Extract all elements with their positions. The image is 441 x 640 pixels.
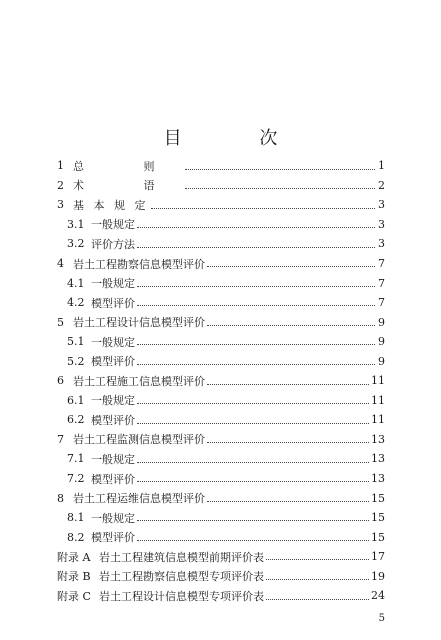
toc-entry-page: 15 (371, 530, 385, 544)
toc-entry-page: 15 (371, 511, 385, 525)
toc-entry-label: 模型评价 (91, 531, 135, 545)
toc-entry-number: 2 (57, 178, 64, 192)
toc-entry-number: 4.2 (67, 296, 85, 310)
toc-leader-dots (137, 343, 375, 345)
toc-entry[interactable] (57, 293, 385, 313)
toc-entry-label: 一般规定 (91, 394, 135, 408)
toc-leader-dots (207, 324, 375, 326)
toc-entry-label: 一般规定 (91, 277, 135, 291)
toc-entry-page: 7 (378, 276, 385, 290)
toc-leader-dots (137, 519, 369, 521)
toc-entry-label: 一般规定 (91, 218, 135, 232)
toc-entry-page: 13 (371, 472, 385, 486)
toc-entry-label: 模型评价 (91, 413, 135, 427)
toc-entry-label: 总 则 (73, 159, 183, 173)
toc-entry-number: 8 (57, 491, 64, 505)
toc-entry[interactable] (57, 410, 385, 430)
toc-entry[interactable] (57, 234, 385, 254)
toc-entry-number: 3.2 (67, 237, 85, 251)
toc-entry-label: 模型评价 (91, 296, 135, 310)
toc-entry-label: 岩土工程勘察信息模型专项评价表 (99, 570, 264, 584)
toc-entry-page: 11 (371, 393, 385, 407)
toc-entry[interactable] (57, 469, 385, 489)
toc-entry-number: 4 (57, 257, 64, 270)
toc-entry-number: 8.2 (67, 530, 85, 544)
toc-leader-dots (137, 285, 375, 287)
toc-entry[interactable] (57, 508, 385, 528)
toc-entry-number: 6.1 (67, 393, 85, 407)
toc-entry-label: 岩土工程设计信息模型评价 (73, 316, 205, 330)
page-number: 5 (378, 613, 385, 624)
toc-entry-page: 7 (378, 257, 385, 270)
toc-entry-page: 11 (371, 374, 385, 388)
toc-entry-label: 岩土工程建筑信息模型前期评价表 (99, 550, 264, 564)
toc-entry-number: 6.2 (67, 413, 85, 427)
toc-entry-number: 3 (57, 198, 64, 212)
toc-entry-page: 9 (378, 315, 385, 329)
toc-entry-label: 基 本 规 定 (73, 198, 149, 212)
toc-entry-page: 13 (371, 452, 385, 466)
toc-leader-dots (137, 539, 369, 541)
toc-leader-dots (207, 383, 369, 385)
toc-entry-page: 11 (371, 413, 385, 427)
toc-entry-label: 岩土工程施工信息模型评价 (73, 374, 205, 388)
toc-entry-number: 1 (57, 159, 64, 173)
toc-entry[interactable] (57, 254, 385, 274)
toc-entry-page: 1 (378, 159, 385, 173)
toc-entry[interactable] (57, 430, 385, 450)
toc-entry[interactable] (57, 273, 385, 293)
toc-leader-dots (137, 363, 375, 365)
toc-entry-label: 评价方法 (91, 237, 135, 251)
toc-entry-page: 9 (378, 335, 385, 349)
toc-leader-dots (137, 422, 369, 424)
toc-entry-label: 一般规定 (91, 452, 135, 466)
toc-entry-label: 岩土工程勘察信息模型评价 (73, 257, 205, 271)
toc-leader-dots (266, 558, 369, 560)
toc-entry-page: 3 (378, 198, 385, 212)
toc-entry-page: 19 (371, 569, 385, 583)
toc-entry-number: 5.1 (67, 335, 85, 349)
toc-leader-dots (207, 441, 369, 443)
toc-leader-dots (137, 461, 369, 463)
toc-entry[interactable] (57, 371, 385, 391)
toc-entry-label: 模型评价 (91, 355, 135, 369)
toc-entry-label: 一般规定 (91, 335, 135, 349)
toc-entry-number: 7.1 (67, 452, 85, 466)
toc-entry-page: 3 (378, 237, 385, 251)
toc-entry-page: 13 (371, 432, 385, 446)
toc-entry-page: 15 (371, 491, 385, 505)
toc-entry[interactable] (57, 332, 385, 352)
toc-entry-page: 9 (378, 354, 385, 368)
toc-entry[interactable] (57, 547, 385, 567)
toc-entry-page: 17 (371, 550, 385, 564)
toc-entry-label: 一般规定 (91, 511, 135, 525)
toc-leader-dots (137, 402, 369, 404)
toc-leader-dots (137, 226, 375, 228)
toc-entry[interactable] (57, 312, 385, 332)
toc-entry-number: 附录 C (57, 589, 91, 603)
toc-leader-dots (207, 265, 375, 267)
toc-entry-number: 7.2 (67, 472, 85, 486)
toc-leader-dots (266, 598, 369, 600)
toc-entry-page: 7 (378, 296, 385, 310)
toc-entry-page: 3 (378, 217, 385, 231)
toc-entry-number: 4.1 (67, 276, 85, 290)
toc-entry-label: 岩土工程运维信息模型评价 (73, 492, 205, 506)
page-title: 目 次 (163, 128, 314, 149)
toc-leader-dots (185, 187, 376, 189)
toc-leader-dots (207, 500, 369, 502)
toc-entry-page: 2 (378, 178, 385, 192)
toc-entry-number: 3.1 (67, 217, 85, 231)
toc-entry[interactable] (57, 156, 385, 176)
toc-entry[interactable] (57, 215, 385, 235)
toc-leader-dots (137, 480, 369, 482)
toc-entry-number: 8.1 (67, 511, 85, 525)
toc-entry-label: 岩土工程设计信息模型专项评价表 (99, 589, 264, 603)
toc-entry-number: 附录 A (57, 550, 91, 564)
toc-entry-number: 6 (57, 374, 64, 388)
toc-entry-number: 7 (57, 432, 64, 446)
toc-entry[interactable] (57, 195, 385, 215)
toc-leader-dots (266, 578, 369, 580)
toc-leader-dots (185, 168, 376, 170)
toc-entry-number: 附录 B (57, 570, 91, 584)
toc-entry[interactable] (57, 351, 385, 371)
toc-entry[interactable] (57, 391, 385, 411)
toc-leader-dots (137, 246, 375, 248)
toc-entry[interactable] (57, 488, 385, 508)
toc-entry[interactable] (57, 566, 385, 586)
toc-entry-label: 岩土工程监测信息模型评价 (73, 433, 205, 447)
toc-leader-dots (151, 207, 376, 209)
toc-entry[interactable] (57, 449, 385, 469)
toc-entry-page: 24 (371, 589, 385, 603)
toc-entry-label: 术 语 (73, 179, 183, 193)
toc-entry-number: 5 (57, 315, 64, 329)
toc-entry[interactable] (57, 586, 385, 606)
toc-entry-label: 模型评价 (91, 472, 135, 486)
toc-leader-dots (137, 304, 375, 306)
table-of-contents (57, 156, 385, 606)
toc-entry[interactable] (57, 176, 385, 196)
toc-entry-number: 5.2 (67, 354, 85, 368)
toc-entry[interactable] (57, 527, 385, 547)
